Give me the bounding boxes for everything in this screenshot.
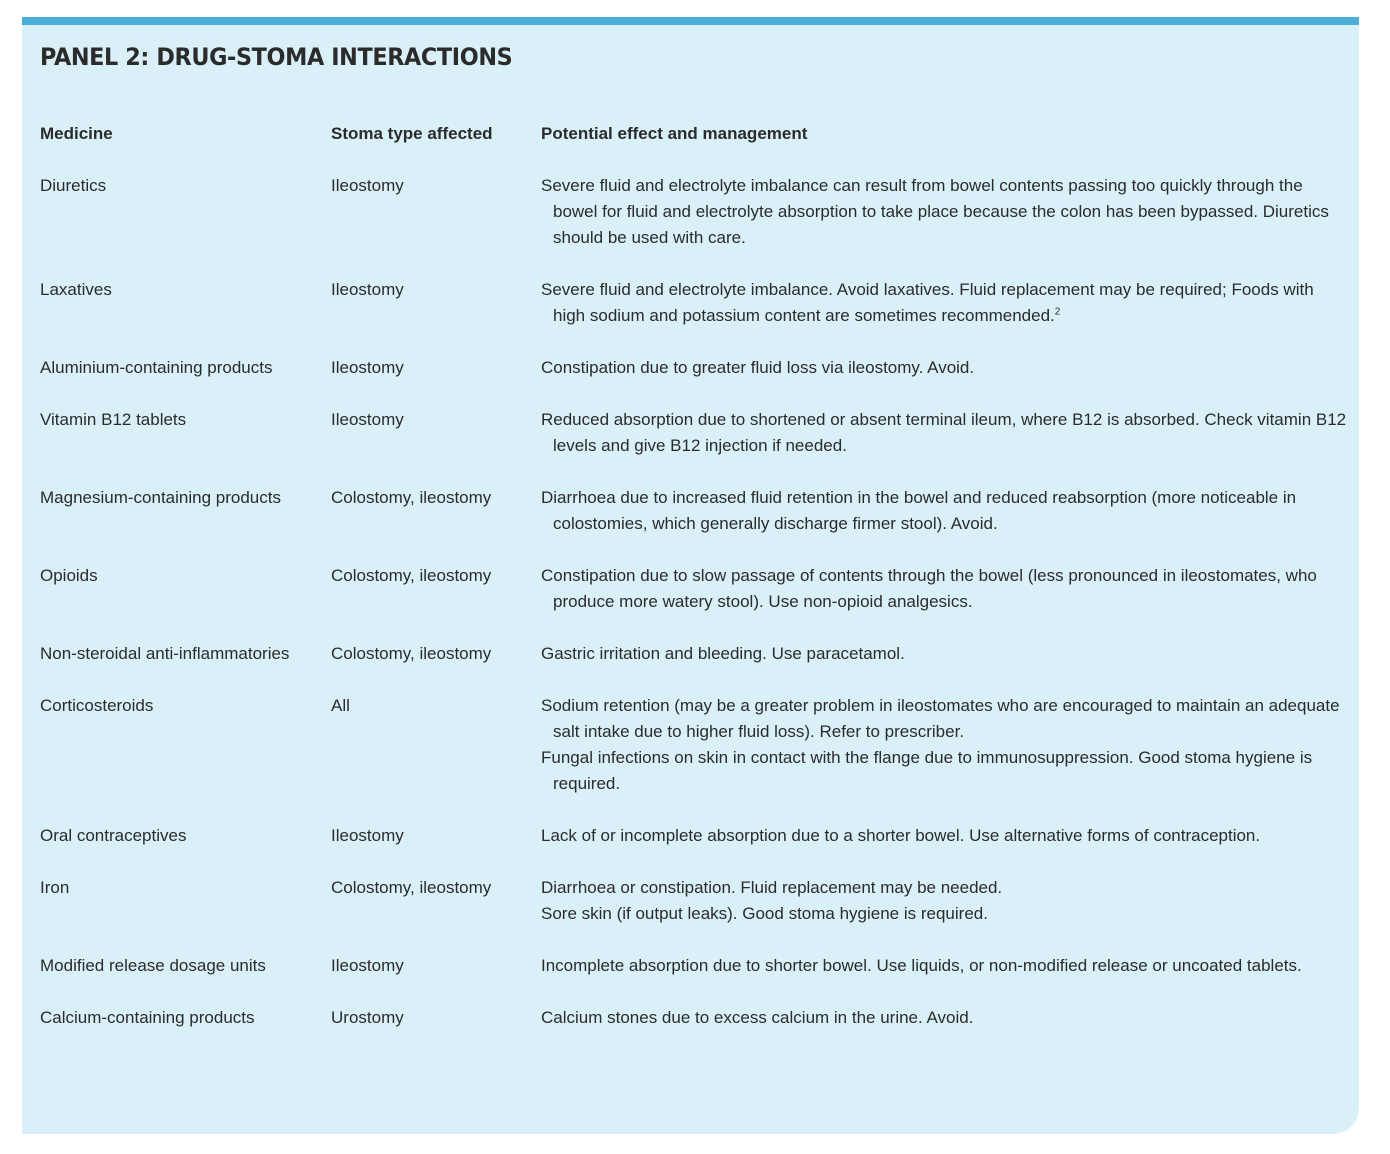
effect-cell [541, 1005, 1350, 1057]
drug-stoma-panel [22, 17, 1359, 1134]
stoma-type-cell: Colostomy, ileostomy [331, 488, 492, 507]
interactions-table [40, 121, 1350, 1057]
effect-cell [541, 641, 1350, 693]
reference-superscript: 2 [1054, 306, 1061, 318]
medicine-cell: Laxatives [40, 280, 112, 299]
table-row [40, 875, 1350, 953]
medicine-cell: Magnesium-containing products [40, 488, 281, 507]
effect-paragraph [541, 901, 1350, 927]
effect-text: Severe fluid and electrolyte imbalance. Avoid laxatives. Fluid replacement may be required; Foods with high sodium and potassium content are sometimes recommended. [541, 280, 1314, 325]
effect-paragraph [541, 563, 1350, 615]
effect-cell [541, 875, 1350, 953]
table-row [40, 173, 1350, 277]
effect-text: Constipation due to greater fluid loss via ileostomy. Avoid. [541, 358, 975, 377]
effect-text: Severe fluid and electrolyte imbalance can result from bowel contents passing too quickly through the bowel for fluid and electrolyte absorption to take place because the colon has been bypassed. Diuretics should be used with care. [541, 176, 1329, 247]
medicine-cell: Vitamin B12 tablets [40, 410, 187, 429]
effect-paragraph [541, 1005, 1350, 1031]
medicine-cell: Non-steroidal anti-inflammatories [40, 644, 290, 663]
table-row [40, 355, 1350, 407]
table-header-row [40, 121, 1350, 173]
table-row [40, 641, 1350, 693]
medicine-cell: Opioids [40, 566, 98, 585]
effect-cell [541, 823, 1350, 875]
effect-paragraph [541, 693, 1350, 745]
medicine-cell: Iron [40, 878, 70, 897]
effect-paragraph [541, 823, 1350, 849]
effect-cell [541, 953, 1350, 1005]
effect-paragraph [541, 355, 1350, 381]
stoma-type-cell: All [331, 696, 350, 715]
effect-paragraph [541, 485, 1350, 537]
effect-cell [541, 277, 1350, 355]
table-row [40, 1005, 1350, 1057]
effect-paragraph [541, 953, 1350, 979]
table-row [40, 693, 1350, 823]
effect-text: Diarrhoea due to increased fluid retention in the bowel and reduced reabsorption (more noticeable in colostomies, which generally discharge firmer stool). Avoid. [541, 488, 1297, 533]
medicine-cell: Oral contraceptives [40, 826, 187, 845]
effect-text: Diarrhoea or constipation. Fluid replacement may be needed. [541, 878, 1003, 897]
effect-text: Sore skin (if output leaks). Good stoma hygiene is required. [541, 904, 988, 923]
header-medicine: Medicine [40, 124, 113, 143]
effect-text: Lack of or incomplete absorption due to a shorter bowel. Use alternative forms of contraception. [541, 826, 1261, 845]
effect-paragraph [541, 407, 1350, 459]
effect-cell [541, 485, 1350, 563]
table-row [40, 563, 1350, 641]
panel-title: PANEL 2: DRUG-STOMA INTERACTIONS [40, 43, 513, 71]
effect-text: Constipation due to slow passage of contents through the bowel (less pronounced in ileostomates, who produce more watery stool). Use non-opioid analgesics. [541, 566, 1317, 611]
header-stoma-type: Stoma type affected [331, 124, 493, 143]
stoma-type-cell: Colostomy, ileostomy [331, 878, 492, 897]
table-row [40, 823, 1350, 875]
effect-paragraph [541, 745, 1350, 797]
effect-cell [541, 693, 1350, 823]
effect-paragraph [541, 173, 1350, 251]
effect-paragraph [541, 277, 1350, 329]
effect-text: Reduced absorption due to shortened or absent terminal ileum, where B12 is absorbed. Check vitamin B12 levels and give B12 injection if needed. [541, 410, 1347, 455]
effect-text: Calcium stones due to excess calcium in the urine. Avoid. [541, 1008, 974, 1027]
effect-paragraph [541, 641, 1350, 667]
table-row [40, 277, 1350, 355]
medicine-cell: Corticosteroids [40, 696, 154, 715]
stoma-type-cell: Ileostomy [331, 280, 404, 299]
medicine-cell: Aluminium-containing products [40, 358, 273, 377]
effect-paragraph [541, 875, 1350, 901]
header-effect: Potential effect and management [541, 124, 808, 143]
stoma-type-cell: Ileostomy [331, 410, 404, 429]
effect-text: Gastric irritation and bleeding. Use paracetamol. [541, 644, 905, 663]
effect-cell [541, 563, 1350, 641]
stoma-type-cell: Urostomy [331, 1008, 404, 1027]
table-row [40, 407, 1350, 485]
effect-cell [541, 173, 1350, 277]
effect-text: Sodium retention (may be a greater problem in ileostomates who are encouraged to maintain an adequate salt intake due to higher fluid loss). Refer to prescriber. [541, 696, 1340, 741]
stoma-type-cell: Ileostomy [331, 358, 404, 377]
table-body [40, 173, 1350, 1057]
table-row [40, 953, 1350, 1005]
effect-text: Fungal infections on skin in contact with the flange due to immunosuppression. Good stoma hygiene is required. [541, 748, 1313, 793]
table-row [40, 485, 1350, 563]
effect-cell [541, 355, 1350, 407]
effect-text: Incomplete absorption due to shorter bowel. Use liquids, or non-modified release or uncoated tablets. [541, 956, 1302, 975]
stoma-type-cell: Colostomy, ileostomy [331, 566, 492, 585]
stoma-type-cell: Ileostomy [331, 176, 404, 195]
medicine-cell: Calcium-containing products [40, 1008, 255, 1027]
stoma-type-cell: Ileostomy [331, 956, 404, 975]
stoma-type-cell: Colostomy, ileostomy [331, 644, 492, 663]
panel-accent-bar [22, 17, 1359, 25]
effect-cell [541, 407, 1350, 485]
stoma-type-cell: Ileostomy [331, 826, 404, 845]
medicine-cell: Diuretics [40, 176, 107, 195]
medicine-cell: Modified release dosage units [40, 956, 266, 975]
